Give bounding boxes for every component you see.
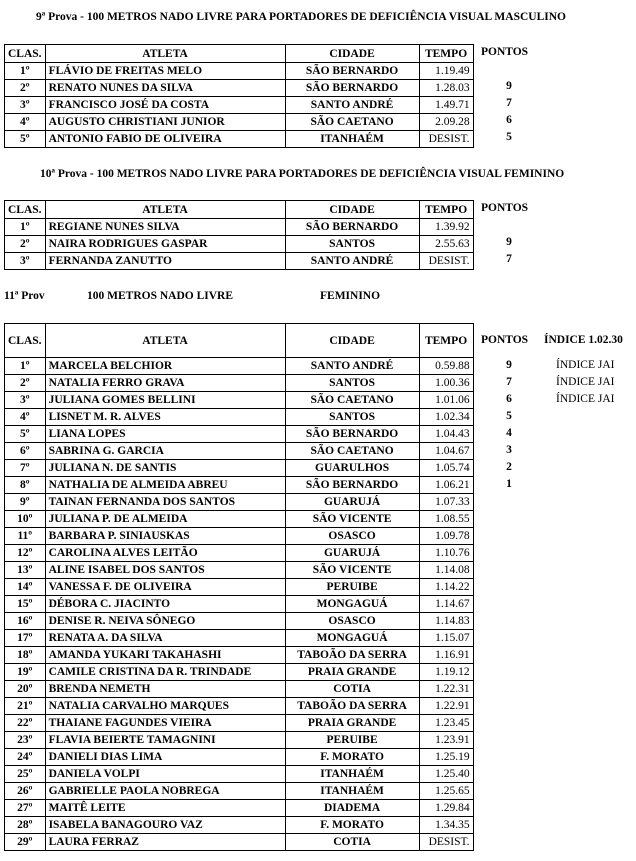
rank-cell: 21º [5,698,46,715]
table-row [5,562,474,579]
city-cell: GUARUJÁ [285,545,419,562]
header-clas: CLAS. [5,45,46,63]
city-cell: COTIA [285,681,419,698]
table-row [5,97,474,114]
athlete-cell: LIANA LOPES [45,426,285,443]
city-cell: SÃO BERNARDO [285,63,419,80]
time-cell: DESIST. [419,253,473,270]
rank-cell: 14º [5,579,46,596]
athlete-cell: VANESSA F. DE OLIVEIRA [45,579,285,596]
time-cell: 1.34.35 [419,817,473,834]
athlete-cell: AMANDA YUKARI TAKAHASHI [45,647,285,664]
athlete-cell: THAIANE FAGUNDES VIEIRA [45,715,285,732]
points-value: 7 [506,376,512,388]
time-cell: 1.49.71 [419,97,473,114]
athlete-cell: MAITÊ LEITE [45,800,285,817]
table-row [5,732,474,749]
header-tempo: TEMPO [419,201,473,219]
header-clas: CLAS. [5,201,46,219]
points-value: 4 [506,427,512,439]
city-cell: MONGAGUÁ [285,630,419,647]
table-row [5,817,474,834]
rank-cell: 23º [5,732,46,749]
table-row [5,766,474,783]
table-row [5,443,474,460]
city-cell: OSASCO [285,528,419,545]
rank-cell: 13º [5,562,46,579]
time-cell: 1.23.45 [419,715,473,732]
city-cell: SÃO CAETANO [285,114,419,131]
athlete-cell: BARBARA P. SINIAUSKAS [45,528,285,545]
rank-cell: 7º [5,460,46,477]
table-row [5,131,474,148]
points-value: 9 [506,80,512,92]
city-cell: ITANHAÉM [285,783,419,800]
city-cell: SANTOS [285,375,419,392]
athlete-cell: FERNANDA ZANUTTO [45,253,285,270]
time-cell: 1.10.76 [419,545,473,562]
city-cell: SANTOS [285,409,419,426]
time-cell: 1.22.91 [419,698,473,715]
rank-cell: 26º [5,783,46,800]
table-row [5,834,474,851]
athlete-cell: LISNET M. R. ALVES [45,409,285,426]
header-cidade: CIDADE [285,324,419,358]
header-atleta: ATLETA [45,324,285,358]
athlete-cell: RENATA A. DA SILVA [45,630,285,647]
points-value: 9 [506,359,512,371]
points-value: 2 [506,461,512,473]
athlete-cell: JULIANA P. DE ALMEIDA [45,511,285,528]
header-tempo: TEMPO [419,324,473,358]
time-cell: 1.22.31 [419,681,473,698]
time-cell: 1.06.21 [419,477,473,494]
time-cell: 2.09.28 [419,114,473,131]
city-cell: ITANHAÉM [285,131,419,148]
city-cell: PERUIBE [285,579,419,596]
table-row [5,630,474,647]
time-cell: 1.00.36 [419,375,473,392]
table-row [5,219,474,236]
time-cell: DESIST. [419,131,473,148]
table-row [5,545,474,562]
athlete-cell: NAIRA RODRIGUES GASPAR [45,236,285,253]
time-cell: 1.16.91 [419,647,473,664]
city-cell: SÃO CAETANO [285,443,419,460]
city-cell: PRAIA GRANDE [285,715,419,732]
table-row [5,647,474,664]
city-cell: PRAIA GRANDE [285,664,419,681]
event9-title: 9ª Prova - 100 METROS NADO LIVRE PARA PORTADORES DE DEFICIÊNCIA VISUAL MASCULINO [36,11,566,23]
rank-cell: 12º [5,545,46,562]
athlete-cell: FLÁVIO DE FREITAS MELO [45,63,285,80]
rank-cell: 18º [5,647,46,664]
athlete-cell: NATHALIA DE ALMEIDA ABREU [45,477,285,494]
time-cell: 1.14.67 [419,596,473,613]
event9-pontos-header: PONTOS [481,46,529,58]
points-value: 6 [506,393,512,405]
rank-cell: 10º [5,511,46,528]
city-cell: TABOÃO DA SERRA [285,647,419,664]
rank-cell: 8º [5,477,46,494]
event10-pontos-header: PONTOS [481,202,529,214]
city-cell: GUARULHOS [285,460,419,477]
time-cell: DESIST. [419,834,473,851]
table-row [5,63,474,80]
rank-cell: 28º [5,817,46,834]
header-cidade: CIDADE [285,45,419,63]
time-cell: 1.05.74 [419,460,473,477]
city-cell: SANTOS [285,236,419,253]
athlete-cell: ANTONIO FABIO DE OLIVEIRA [45,131,285,148]
points-value: 5 [506,131,512,143]
time-cell: 1.01.06 [419,392,473,409]
table-row [5,613,474,630]
time-cell: 1.14.22 [419,579,473,596]
city-cell: SÃO VICENTE [285,511,419,528]
rank-cell: 22º [5,715,46,732]
city-cell: TABOÃO DA SERRA [285,698,419,715]
time-cell: 1.19.49 [419,63,473,80]
index-value: ÍNDICE JAI [556,359,615,371]
table-row [5,236,474,253]
header-atleta: ATLETA [45,201,285,219]
time-cell: 1.25.40 [419,766,473,783]
points-value: 6 [506,114,512,126]
rank-cell: 5º [5,131,46,148]
table-row [5,579,474,596]
rank-cell: 17º [5,630,46,647]
rank-cell: 15º [5,596,46,613]
rank-cell: 9º [5,494,46,511]
athlete-cell: TAINAN FERNANDA DOS SANTOS [45,494,285,511]
time-cell: 1.14.83 [419,613,473,630]
event11-title-number: 11ª Prov [4,290,45,302]
header-atleta: ATLETA [45,45,285,63]
athlete-cell: REGIANE NUNES SILVA [45,219,285,236]
rank-cell: 2º [5,80,46,97]
athlete-cell: FRANCISCO JOSÉ DA COSTA [45,97,285,114]
time-cell: 1.29.84 [419,800,473,817]
time-cell: 1.15.07 [419,630,473,647]
points-value: 7 [506,253,512,265]
athlete-cell: BRENDA NEMETH [45,681,285,698]
city-cell: SÃO BERNARDO [285,477,419,494]
table-row [5,114,474,131]
time-cell: 1.04.67 [419,443,473,460]
athlete-cell: ALINE ISABEL DOS SANTOS [45,562,285,579]
athlete-cell: JULIANA N. DE SANTIS [45,460,285,477]
event11-results-table [4,323,474,851]
rank-cell: 3º [5,97,46,114]
city-cell: ITANHAÉM [285,766,419,783]
table-row [5,528,474,545]
athlete-cell: CAMILE CRISTINA DA R. TRINDADE [45,664,285,681]
table-row [5,664,474,681]
city-cell: SÃO BERNARDO [285,80,419,97]
rank-cell: 20º [5,681,46,698]
table-row [5,409,474,426]
table-row [5,511,474,528]
athlete-cell: DANIELI DIAS LIMA [45,749,285,766]
rank-cell: 3º [5,392,46,409]
rank-cell: 11º [5,528,46,545]
event9-results-table [4,44,474,148]
rank-cell: 4º [5,114,46,131]
city-cell: F. MORATO [285,749,419,766]
index-value: ÍNDICE JAI [556,393,615,405]
athlete-cell: NATALIA FERRO GRAVA [45,375,285,392]
rank-cell: 4º [5,409,46,426]
event11-title-gender: FEMININO [320,290,381,302]
time-cell: 1.25.65 [419,783,473,800]
athlete-cell: CAROLINA ALVES LEITÃO [45,545,285,562]
table-row [5,358,474,375]
rank-cell: 5º [5,426,46,443]
athlete-cell: RENATO NUNES DA SILVA [45,80,285,97]
rank-cell: 19º [5,664,46,681]
table-row [5,460,474,477]
table-row [5,494,474,511]
header-clas: CLAS. [5,324,46,358]
city-cell: SANTO ANDRÉ [285,358,419,375]
table-row [5,426,474,443]
rank-cell: 29º [5,834,46,851]
event11-pontos-header: PONTOS [481,334,529,346]
athlete-cell: FLAVIA BEIERTE TAMAGNINI [45,732,285,749]
city-cell: COTIA [285,834,419,851]
athlete-cell: JULIANA GOMES BELLINI [45,392,285,409]
points-value: 7 [506,97,512,109]
table-row [5,392,474,409]
rank-cell: 24º [5,749,46,766]
athlete-cell: DANIELA VOLPI [45,766,285,783]
rank-cell: 1º [5,358,46,375]
city-cell: MONGAGUÁ [285,596,419,613]
city-cell: OSASCO [285,613,419,630]
city-cell: DIADEMA [285,800,419,817]
time-cell: 0.59.88 [419,358,473,375]
table-row [5,253,474,270]
rank-cell: 6º [5,443,46,460]
table-row [5,698,474,715]
city-cell: GUARUJÁ [285,494,419,511]
city-cell: SÃO VICENTE [285,562,419,579]
table-row [5,596,474,613]
event11-indice-header: ÍNDICE 1.02.30 [544,334,623,346]
time-cell: 1.04.43 [419,426,473,443]
time-cell: 2.55.63 [419,236,473,253]
event11-title-event: 100 METROS NADO LIVRE [87,290,234,302]
rank-cell: 3º [5,253,46,270]
city-cell: SANTO ANDRÉ [285,97,419,114]
header-tempo: TEMPO [419,45,473,63]
header-cidade: CIDADE [285,201,419,219]
city-cell: SÃO CAETANO [285,392,419,409]
table-row [5,749,474,766]
table-row [5,80,474,97]
time-cell: 1.25.19 [419,749,473,766]
time-cell: 1.09.78 [419,528,473,545]
athlete-cell: DENISE R. NEIVA SÔNEGO [45,613,285,630]
points-value: 5 [506,410,512,422]
points-value: 1 [506,478,512,490]
city-cell: SÃO BERNARDO [285,219,419,236]
athlete-cell: DÉBORA C. JIACINTO [45,596,285,613]
time-cell: 1.19.12 [419,664,473,681]
athlete-cell: LAURA FERRAZ [45,834,285,851]
time-cell: 1.08.55 [419,511,473,528]
rank-cell: 1º [5,63,46,80]
points-value: 9 [506,236,512,248]
rank-cell: 2º [5,236,46,253]
athlete-cell: MARCELA BELCHIOR [45,358,285,375]
index-value: ÍNDICE JAI [556,376,615,388]
rank-cell: 16º [5,613,46,630]
athlete-cell: NATALIA CARVALHO MARQUES [45,698,285,715]
event10-results-table [4,200,474,270]
time-cell: 1.14.08 [419,562,473,579]
time-cell: 1.23.91 [419,732,473,749]
athlete-cell: GABRIELLE PAOLA NOBREGA [45,783,285,800]
athlete-cell: SABRINA G. GARCIA [45,443,285,460]
rank-cell: 2º [5,375,46,392]
city-cell: SÃO BERNARDO [285,426,419,443]
table-row [5,375,474,392]
table-row [5,477,474,494]
city-cell: SANTO ANDRÉ [285,253,419,270]
athlete-cell: AUGUSTO CHRISTIANI JUNIOR [45,114,285,131]
rank-cell: 27º [5,800,46,817]
city-cell: PERUIBE [285,732,419,749]
time-cell: 1.02.34 [419,409,473,426]
time-cell: 1.07.33 [419,494,473,511]
athlete-cell: ISABELA BANAGOURO VAZ [45,817,285,834]
event10-title: 10ª Prova - 100 METROS NADO LIVRE PARA PORTADORES DE DEFICIÊNCIA VISUAL FEMININO [40,168,565,180]
rank-cell: 1º [5,219,46,236]
points-value: 3 [506,444,512,456]
table-row [5,783,474,800]
time-cell: 1.28.03 [419,80,473,97]
table-row [5,800,474,817]
table-row [5,681,474,698]
table-row [5,715,474,732]
rank-cell: 25º [5,766,46,783]
time-cell: 1.39.92 [419,219,473,236]
city-cell: F. MORATO [285,817,419,834]
